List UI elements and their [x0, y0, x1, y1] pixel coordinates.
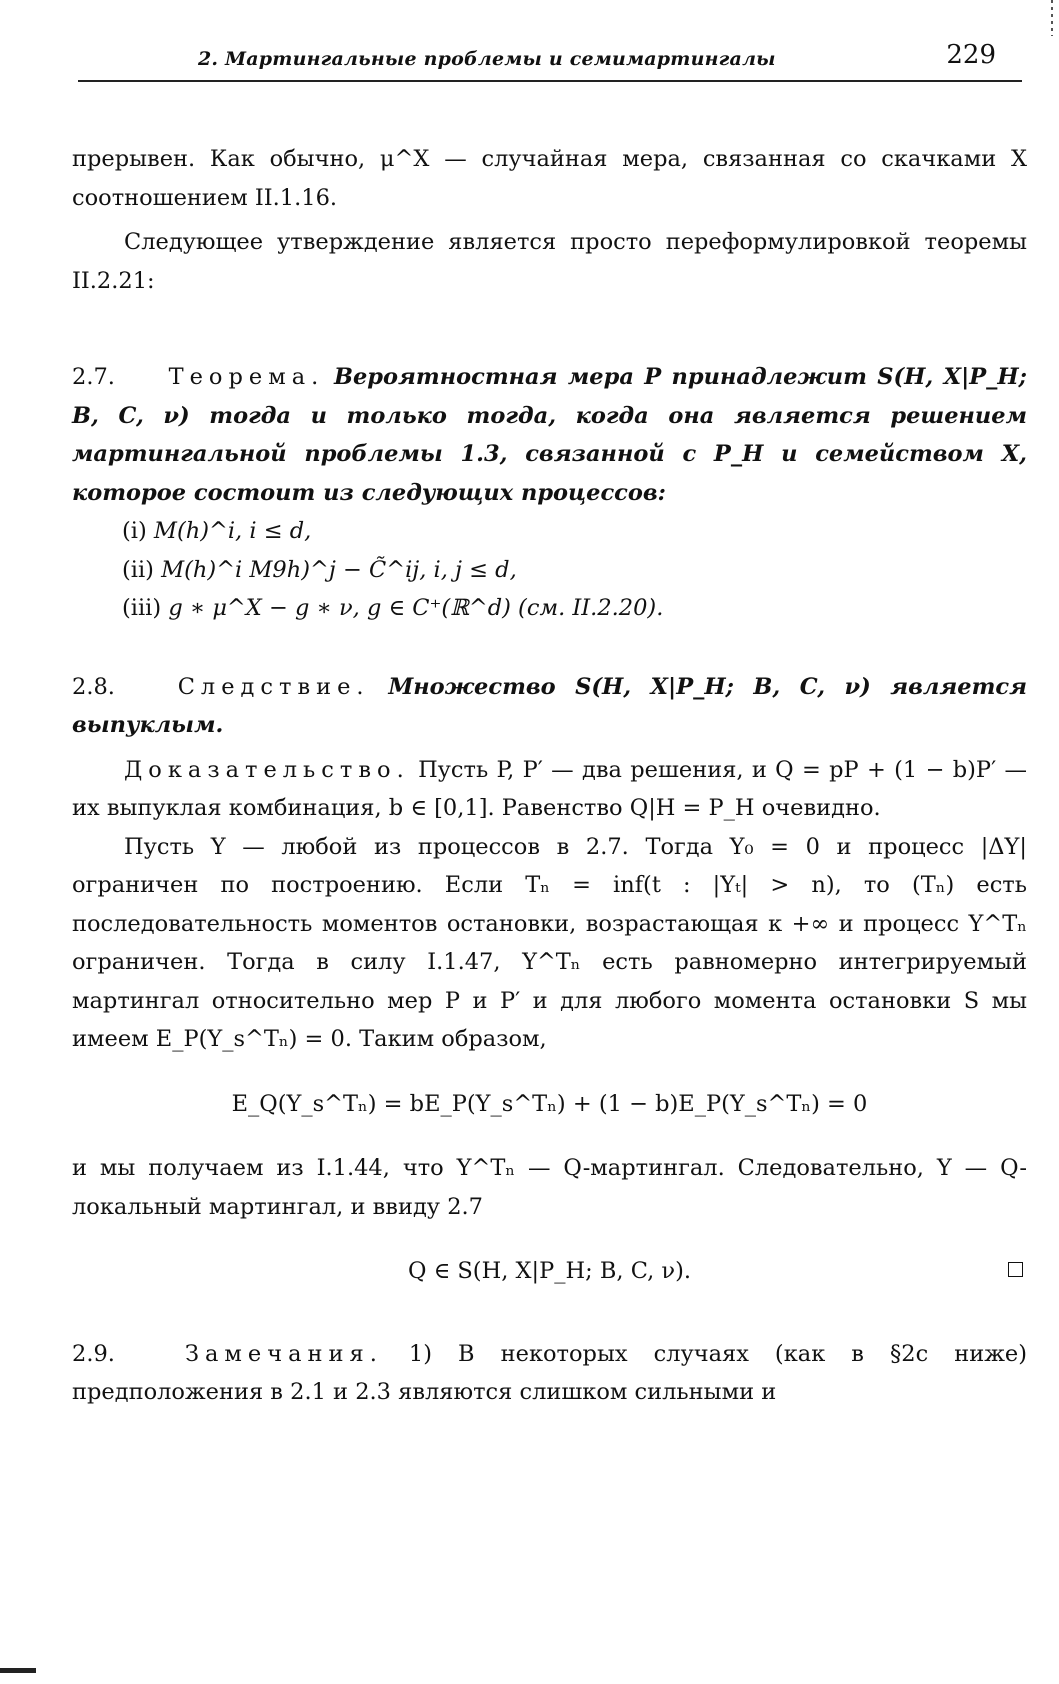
theorem-item-2: (ii) M(h)^i M9h)^j − C̃^ij, i, j ≤ d,	[122, 556, 517, 583]
theorem-text: Вероятностная мера P принадлежит S(H, X|P_H; B, C, ν) тогда и только тогда, когда она является решением мартингальной проблемы 1.3, связанной с P_H и семейством X, которое состоит из следующих процессов:	[72, 364, 1027, 506]
corollary-number: 2.8.	[72, 673, 115, 700]
qed-square-icon	[1008, 1262, 1023, 1277]
header-title: 2. Мартингальные проблемы и семимартингалы	[198, 48, 776, 70]
formula-2-text: Q ∈ S(H, X|P_H; B, C, ν).	[407, 1258, 692, 1284]
theorem-item-1: (i) M(h)^i, i ≤ d,	[122, 518, 312, 544]
proof-label: Доказательство.	[124, 756, 410, 783]
page-body	[72, 140, 1027, 1412]
paragraph-continuation: прерывен. Как обычно, μ^X — случайная мера, связанная со скачками X соотношением II.1.16.	[72, 146, 1027, 211]
corollary-label: Следствие.	[177, 673, 370, 700]
scan-edge-mark	[1051, 0, 1053, 36]
remark-2-9	[72, 1335, 1027, 1412]
theorem-item-3: (iii) g ∗ μ^X − g ∗ ν, g ∈ C⁺(ℝ^d) (см. II.2.20).	[122, 595, 664, 621]
corollary-2-8	[72, 668, 1027, 745]
display-formula-2	[72, 1252, 1027, 1291]
remark-number: 2.9.	[72, 1340, 115, 1367]
page-number: 229	[946, 40, 996, 70]
theorem-label: Теорема.	[168, 364, 325, 390]
scan-edge-mark-bottom	[0, 1668, 36, 1673]
display-formula-1: E_Q(Y_s^Tₙ) = bE_P(Y_s^Tₙ) + (1 − b)E_P(Y_s^Tₙ) = 0	[231, 1090, 868, 1117]
proof-paragraph-2: Пусть Y — любой из процессов в 2.7. Тогда Y₀ = 0 и процесс |ΔY| ограничен по построению. Если Tₙ = inf(t : |Yₜ| > n), то (Tₙ) есть последовательность моментов остановки, возрастающая к +∞ и процесс Y^Tₙ ограничен. Тогда в силу I.1.47, Y^Tₙ есть равномерно интегрируемый мартингал относительно мер P и P′ и для любого момента остановки S мы имеем E_P(Y_s^Tₙ) = 0. Таким образом,	[72, 833, 1027, 1052]
remark-text: 1) В некоторых случаях (как в §2c ниже) предположения в 2.1 и 2.3 являются слишком сильными и	[72, 1340, 1027, 1405]
paragraph-intro: Следующее утверждение является просто переформулировкой теоремы II.2.21:	[72, 229, 1027, 294]
running-header	[78, 40, 1022, 82]
theorem-number: 2.7.	[72, 364, 115, 390]
remark-label: Замечания.	[184, 1340, 383, 1367]
theorem-2-7	[72, 358, 1027, 512]
proof-paragraph-3: и мы получаем из I.1.44, что Y^Tₙ — Q-мартингал. Следовательно, Y — Q-локальный мартингал, и ввиду 2.7	[72, 1155, 1027, 1220]
proof-paragraph-1: Доказательство. Пусть P, P′ — два решения, и Q = pP + (1 − b)P′ — их выпуклая комбинация, b ∈ [0,1]. Равенство Q|H = P_H очевидно.	[72, 756, 1027, 821]
corollary-text: Множество S(H, X|P_H; B, C, ν) является выпуклым.	[72, 673, 1028, 738]
